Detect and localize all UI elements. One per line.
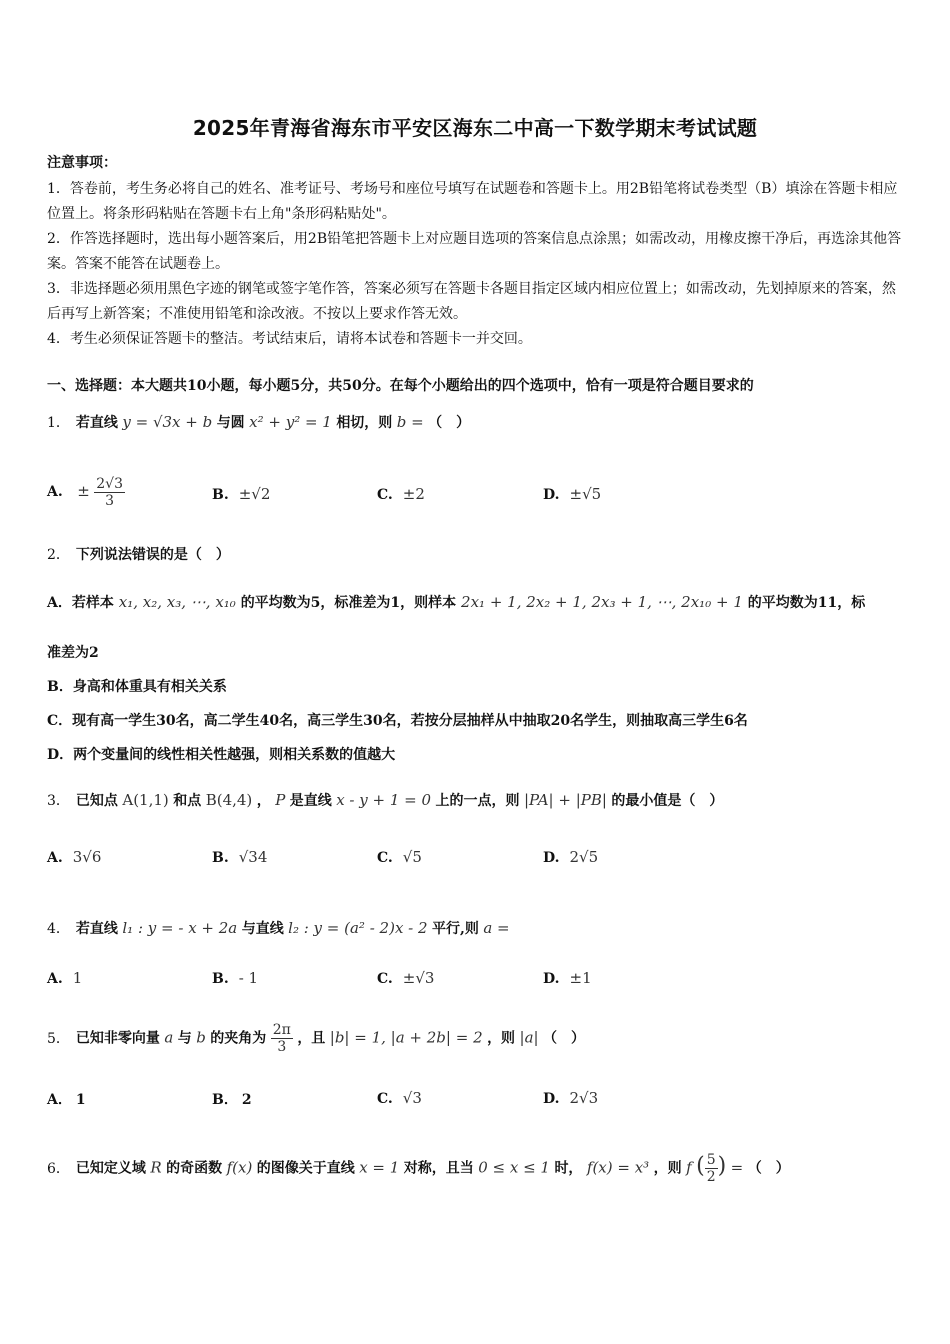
question-text: 对称，且当 <box>403 1160 474 1177</box>
math-expression: B(4,4) <box>205 791 253 809</box>
option-b[interactable] <box>212 969 258 987</box>
question-text: 已知定义域 <box>75 1160 146 1177</box>
option-value: ±√2 <box>238 485 271 503</box>
option-label: A． <box>47 1092 72 1108</box>
option-value: 1 <box>75 1092 86 1108</box>
option-c[interactable] <box>377 969 434 987</box>
math-expression: f <box>686 1158 692 1177</box>
question-number: 2． <box>47 547 70 563</box>
option-value: 2√3 <box>569 1089 599 1107</box>
question-text: 和点 <box>173 793 202 809</box>
option-text: 的平均数为5，标准差为1，则样本 <box>240 595 457 611</box>
option-prefix: ± <box>77 482 90 500</box>
option-label: A. <box>47 971 63 987</box>
question-text: ， <box>256 793 271 809</box>
option-b[interactable] <box>212 485 270 503</box>
right-paren: ) <box>717 1153 727 1179</box>
question-number: 4． <box>47 921 70 937</box>
option-value: ±2 <box>402 485 425 503</box>
fraction-denominator: 2 <box>706 1169 716 1185</box>
question-text: 的最小值是（ ） <box>611 793 724 809</box>
option-label: B. <box>212 971 229 987</box>
question-text: 的夹角为 <box>210 1030 267 1047</box>
notice-heading: 注意事项： <box>47 155 117 171</box>
math-expression: a <box>164 1028 174 1047</box>
math-expression: y = √3x + b <box>122 413 213 431</box>
option-c[interactable] <box>377 485 425 503</box>
notice-item-1: 1．答卷前，考生务必将自己的姓名、准考证号、考场号和座位号填写在试题卷和答题卡上。用2B铅笔将试卷类型（B）填涂在答题卡相应位置上。将条形码粘贴在答题卡右上角"条形码粘贴处"。 <box>47 181 898 222</box>
question-text: 与圆 <box>216 415 245 431</box>
option-label: B． <box>212 1092 238 1108</box>
option-b[interactable] <box>212 848 267 866</box>
option-label: A. <box>47 484 63 500</box>
question-text: 相切，则 <box>336 415 393 431</box>
option-value: - 1 <box>238 969 259 987</box>
option-label: C. <box>377 850 393 866</box>
option-a[interactable] <box>47 848 101 866</box>
option-a[interactable] <box>47 1089 96 1109</box>
question-text: 与直线 <box>241 921 284 937</box>
fraction <box>271 1022 293 1055</box>
option-text: 若样本 <box>71 595 114 611</box>
question-3 <box>47 790 723 810</box>
option-d[interactable] <box>543 1089 598 1107</box>
option-value: ±1 <box>569 969 592 987</box>
fraction-denominator: 3 <box>277 1039 287 1055</box>
option-d[interactable] <box>543 969 592 987</box>
option-text: 的平均数为11，标 <box>747 595 866 611</box>
option-b[interactable] <box>212 1089 262 1109</box>
option-value: √3 <box>402 1089 422 1107</box>
question-2 <box>47 544 230 564</box>
math-expression: = <box>730 1158 744 1177</box>
math-expression: |a| <box>519 1028 539 1047</box>
question-text: （ ） <box>428 415 471 431</box>
option-c[interactable]: C．现有高一学生30名，高二学生40名，高三学生30名，若按分层抽样从中抽取20名学生，则抽取高三学生6名 <box>47 713 748 729</box>
notice-item-4: 4．考生必须保证答题卡的整洁。考试结束后，请将本试卷和答题卡一并交回。 <box>47 331 532 347</box>
option-label: C. <box>377 1091 393 1107</box>
math-expression: f(x) = x³ <box>586 1158 650 1177</box>
math-expression: A(1,1) <box>122 791 169 809</box>
question-text: 平行,则 <box>432 921 479 937</box>
math-expression: b = <box>396 413 424 431</box>
option-value: ±√3 <box>402 969 435 987</box>
option-c[interactable] <box>377 848 422 866</box>
option-label: D. <box>543 487 560 503</box>
option-value: √5 <box>402 848 422 866</box>
question-text: 时， <box>554 1160 583 1177</box>
fraction-numerator: 5 <box>706 1152 716 1168</box>
question-text: 上的一点，则 <box>435 793 520 809</box>
question-text: ，则 <box>487 1030 516 1047</box>
question-number: 1． <box>47 415 70 431</box>
question-text: 是直线 <box>289 793 332 809</box>
question-text: 若直线 <box>75 415 118 431</box>
question-5 <box>47 1022 585 1055</box>
question-text: 已知点 <box>75 793 118 809</box>
question-text: 的奇函数 <box>166 1160 223 1177</box>
math-expression: x₁, x₂, x₃, ⋯, x₁₀ <box>118 593 236 611</box>
math-expression: |b| = 1, |a + 2b| = 2 <box>329 1028 483 1047</box>
math-expression: x - y + 1 = 0 <box>336 791 432 809</box>
math-expression: R <box>150 1158 162 1177</box>
option-c[interactable] <box>377 1089 422 1107</box>
option-value: 1 <box>72 969 83 987</box>
option-label: A． <box>47 595 72 611</box>
question-text: 若直线 <box>75 921 118 937</box>
option-a[interactable] <box>47 592 865 612</box>
question-text: 与 <box>177 1030 192 1047</box>
fraction <box>94 476 125 509</box>
math-expression: 2x₁ + 1, 2x₂ + 1, 2x₃ + 1, ⋯, 2x₁₀ + 1 <box>461 593 743 611</box>
option-label: D. <box>543 971 560 987</box>
question-text: 下列说法错误的是（ ） <box>75 547 230 563</box>
option-d[interactable]: D．两个变量间的线性相关性越强，则相关系数的值越大 <box>47 747 396 763</box>
option-label: B. <box>212 487 229 503</box>
exam-title: 2025年青海省海东市平安区海东二中高一下数学期末考试试题 <box>192 116 758 140</box>
question-text: ，则 <box>653 1160 682 1177</box>
math-expression: x = 1 <box>359 1158 400 1177</box>
question-text: ，且 <box>297 1030 326 1047</box>
option-a-continued: 准差为2 <box>47 645 99 661</box>
question-number: 6． <box>47 1160 70 1177</box>
math-expression: b <box>196 1028 206 1047</box>
option-label: C. <box>377 971 393 987</box>
math-expression: l₁ : y = - x + 2a <box>122 919 238 937</box>
option-a[interactable] <box>47 969 82 987</box>
math-expression: f(x) <box>226 1158 253 1177</box>
option-label: B. <box>212 850 229 866</box>
option-d[interactable] <box>543 485 601 503</box>
math-expression: a = <box>483 919 510 937</box>
math-expression: l₂ : y = (a² - 2)x - 2 <box>288 919 428 937</box>
option-a[interactable] <box>47 462 125 509</box>
question-text: （ ） <box>747 1160 790 1177</box>
fraction-numerator: 2√3 <box>96 475 123 492</box>
question-number: 3． <box>47 793 70 809</box>
math-expression: |PA| + |PB| <box>523 791 607 809</box>
notice-item-2: 2．作答选择题时，选出每小题答案后，用2B铅笔把答题卡上对应题目选项的答案信息点涂黑；如需改动，用橡皮擦干净后，再选涂其他答案。答案不能答在试题卷上。 <box>47 231 902 272</box>
section-heading: 一、选择题：本大题共10小题，每小题5分，共50分。在每个小题给出的四个选项中，恰有一项是符合题目要求的 <box>47 378 754 394</box>
option-value: 2√5 <box>569 848 599 866</box>
math-expression: 0 ≤ x ≤ 1 <box>478 1158 550 1177</box>
fraction-denominator: 3 <box>105 492 115 509</box>
fraction-numerator: 2π <box>272 1022 291 1038</box>
math-expression: P <box>275 791 286 809</box>
math-expression: x² + y² = 1 <box>249 413 332 431</box>
question-1 <box>47 412 470 432</box>
option-label: C. <box>377 487 393 503</box>
question-text: 已知非零向量 <box>75 1030 160 1047</box>
question-text: 的图像关于直线 <box>256 1160 355 1177</box>
question-text: （ ） <box>543 1030 586 1047</box>
option-label: D. <box>543 1091 560 1107</box>
option-d[interactable] <box>543 848 598 866</box>
left-paren: ( <box>696 1153 705 1179</box>
fraction <box>705 1152 718 1185</box>
option-value: √34 <box>238 848 268 866</box>
question-number: 5． <box>47 1030 70 1047</box>
option-value: 3√6 <box>72 848 102 866</box>
question-6 <box>47 1152 790 1185</box>
option-label: A. <box>47 850 63 866</box>
question-4 <box>47 918 510 938</box>
option-label: D. <box>543 850 560 866</box>
notice-item-3: 3．非选择题必须用黑色字迹的钢笔或签字笔作答，答案必须写在答题卡各题目指定区域内相应位置上；如需改动，先划掉原来的答案，然后再写上新答案；不准使用铅笔和涂改液。不按以上要求作答无效。 <box>47 281 896 322</box>
option-value: 2 <box>241 1092 252 1108</box>
notice-list <box>47 177 905 352</box>
option-b[interactable]: B．身高和体重具有相关关系 <box>47 679 227 695</box>
option-value: ±√5 <box>569 485 602 503</box>
